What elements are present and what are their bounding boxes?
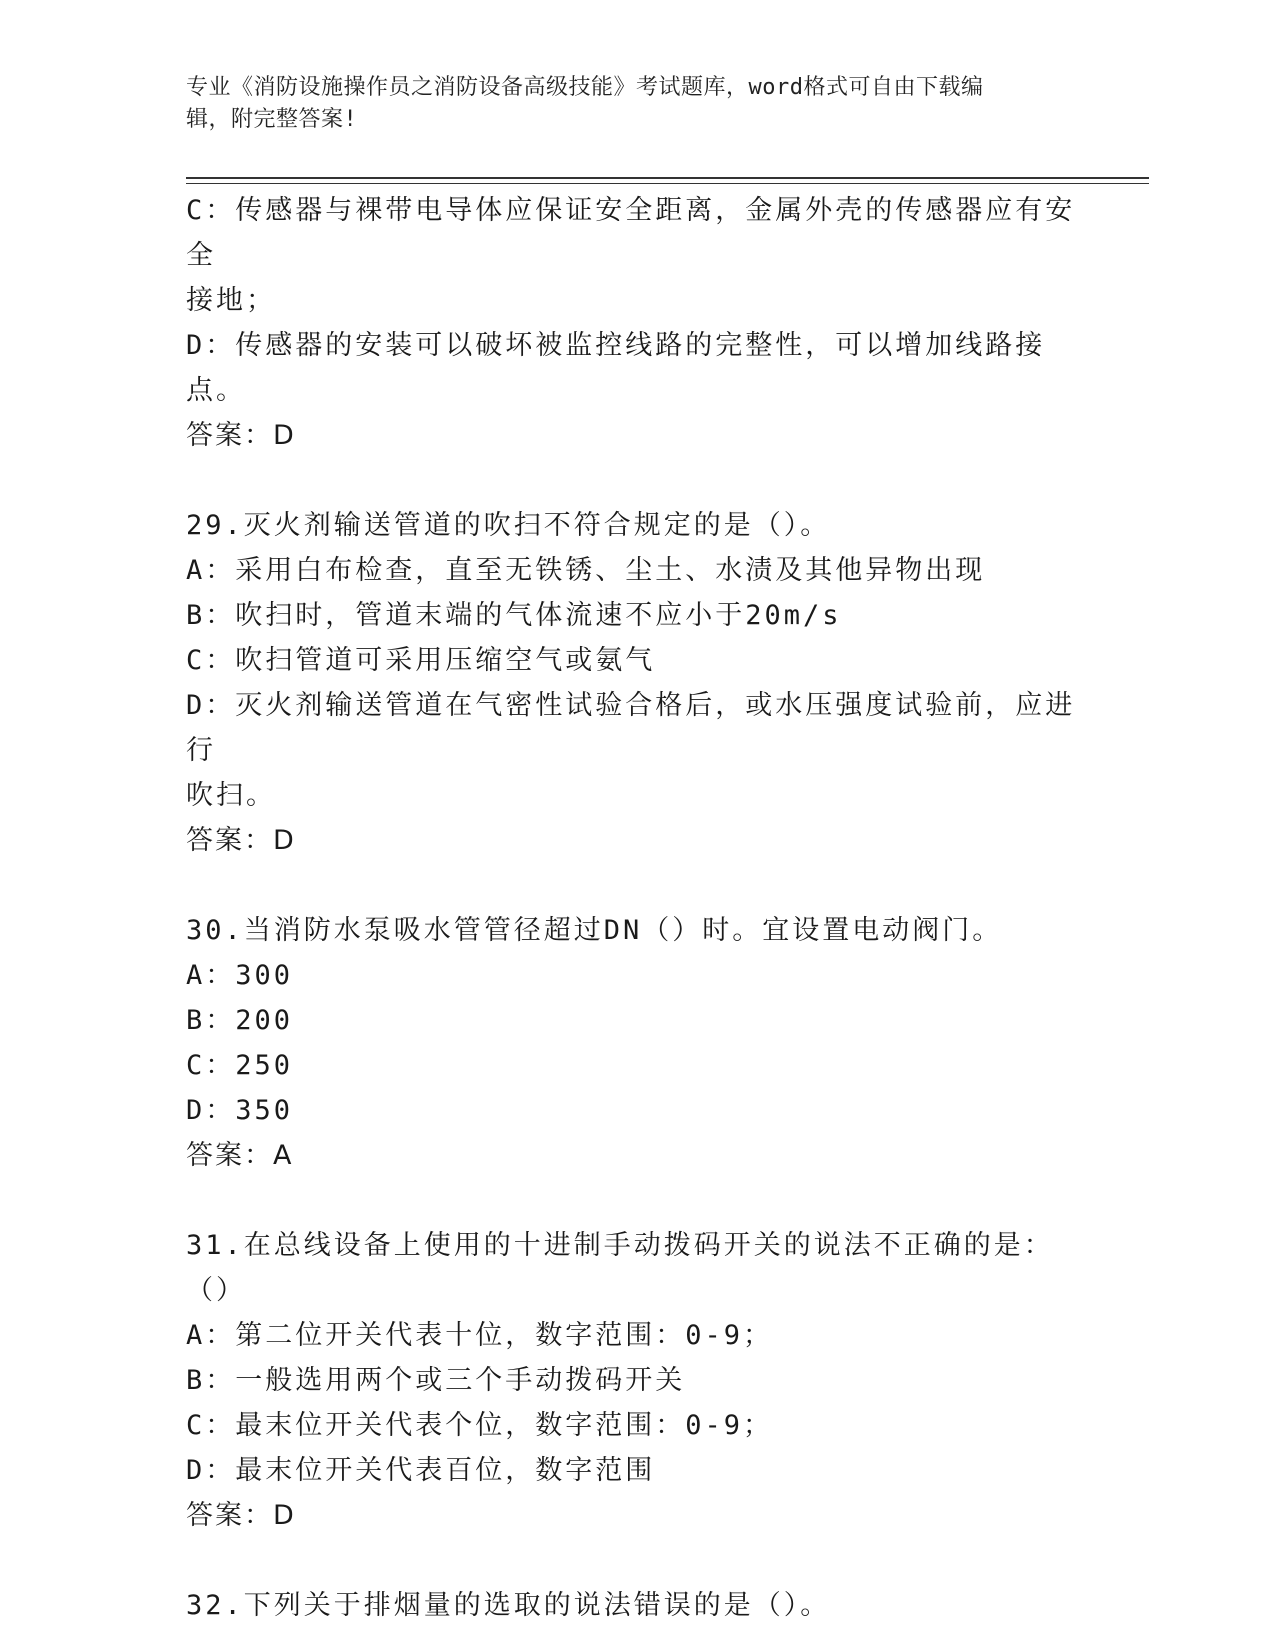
- question-text: 30.当消防水泵吸水管管径超过DN（）时。宜设置电动阀门。: [186, 915, 1003, 946]
- option-b: B：一般选用两个或三个手动拨码开关: [186, 1365, 686, 1396]
- option-c-continued: 接地；: [186, 285, 276, 316]
- option-a: A：300: [186, 960, 294, 991]
- question-list: [186, 188, 1086, 1628]
- option-b: B：吹扫时，管道末端的气体流速不应小于20m/s: [186, 600, 842, 631]
- option-a: A：第二位开关代表十位，数字范围：0-9；: [186, 1320, 774, 1351]
- answer-text: 答案：D: [186, 420, 296, 451]
- question-block-29: [186, 503, 1086, 863]
- answer-text: 答案：D: [186, 825, 296, 856]
- option-c: C：吹扫管道可采用压缩空气或氨气: [186, 645, 656, 676]
- header-rule-thin: [186, 183, 1149, 184]
- question-text: 29.灭火剂输送管道的吹扫不符合规定的是（）。: [186, 510, 831, 541]
- spacer: [186, 458, 1086, 503]
- header-rule-thick: [186, 177, 1149, 179]
- page-header: [186, 72, 1066, 136]
- spacer: [186, 1178, 1086, 1223]
- answer-text: 答案：A: [186, 1140, 294, 1171]
- question-text: 31.在总线设备上使用的十进制手动拨码开关的说法不正确的是：（）: [186, 1230, 1054, 1306]
- header-line-2: 辑，附完整答案!: [186, 107, 358, 132]
- header-line-1: 专业《消防设施操作员之消防设备高级技能》考试题库，word格式可自由下载编: [186, 75, 984, 100]
- question-block-31: [186, 1223, 1086, 1538]
- answer-text: 答案：D: [186, 1500, 296, 1531]
- option-c: C：传感器与裸带电导体应保证安全距离，金属外壳的传感器应有安全: [186, 195, 1076, 271]
- option-d-continued: 吹扫。: [186, 780, 276, 811]
- spacer: [186, 1538, 1086, 1583]
- option-c: C：最末位开关代表个位，数字范围：0-9；: [186, 1410, 774, 1441]
- question-block-28-continued: [186, 188, 1086, 458]
- option-d: D：最末位开关代表百位，数字范围: [186, 1455, 656, 1486]
- question-block-30: [186, 908, 1086, 1178]
- option-d: D：350: [186, 1095, 294, 1126]
- option-d: D：灭火剂输送管道在气密性试验合格后，或水压强度试验前，应进行: [186, 690, 1076, 766]
- spacer: [186, 863, 1086, 908]
- option-c: C：250: [186, 1050, 294, 1081]
- question-text: 32.下列关于排烟量的选取的说法错误的是（）。: [186, 1590, 831, 1621]
- option-d: D：传感器的安装可以破坏被监控线路的完整性，可以增加线路接点。: [186, 330, 1046, 406]
- question-block-32: [186, 1583, 1086, 1628]
- option-a: A：采用白布检查，直至无铁锈、尘土、水渍及其他异物出现: [186, 555, 986, 586]
- option-b: B：200: [186, 1005, 294, 1036]
